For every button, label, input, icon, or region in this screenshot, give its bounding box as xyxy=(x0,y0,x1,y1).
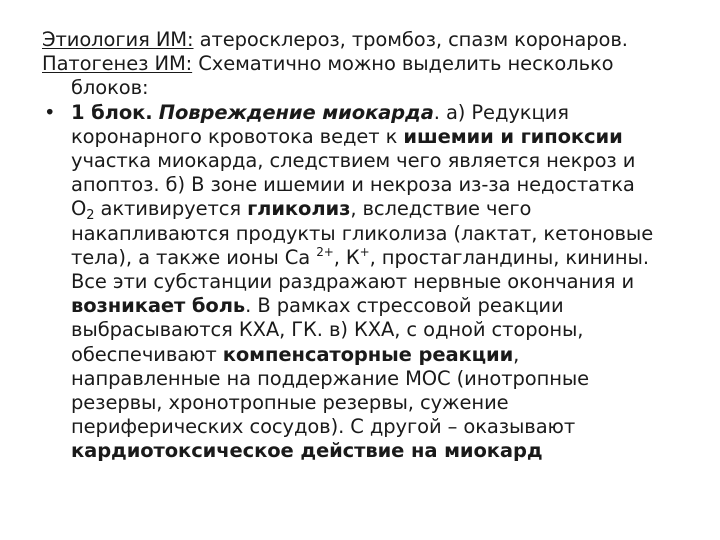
block1-l15-bold: кардиотоксическое действие на миокард xyxy=(71,439,543,463)
calcium-superscript: 2+ xyxy=(316,244,334,259)
block1-l11-rest: , xyxy=(513,342,520,366)
block1-line-13: резервы, хронотропные резервы, сужение xyxy=(71,391,509,415)
pathogenesis-line xyxy=(42,52,682,76)
etiology-text: атеросклероз, тромбоз, спазм коронаров. xyxy=(193,28,628,51)
block1-title: Повреждение миокарда xyxy=(158,100,434,124)
block1-l5-rest: , вследствие чего xyxy=(350,197,532,221)
pathogenesis-label: Патогенез ИМ: xyxy=(42,52,193,76)
block1-line-5 xyxy=(71,197,682,224)
block1-l5-bold: гликолиз xyxy=(247,197,351,221)
block1-line-10: выбрасываются КХА, ГК. в) КХА, с одной стороны, xyxy=(71,318,584,342)
block1-line-15 xyxy=(71,439,682,463)
block1-l1-rest: . а) Редукция xyxy=(433,100,569,124)
pathogenesis-line-2 xyxy=(42,76,682,100)
block1-l2-text: коронарного кровотока ведет к xyxy=(71,124,404,148)
block1-line-3: участка миокарда, следствием чего является некроз и xyxy=(71,149,636,173)
block1-line-8: Все эти субстанции раздражают нервные окончания и xyxy=(71,270,635,294)
oxygen-symbol: О xyxy=(71,197,87,221)
block1-l5-text: активируется xyxy=(94,197,248,221)
block1-line-9 xyxy=(71,294,682,318)
block1-l11-bold: компенсаторные реакции xyxy=(222,342,514,366)
potassium-superscript: + xyxy=(359,244,370,259)
slide-text-body xyxy=(42,28,682,464)
block1-line-1 xyxy=(71,101,682,125)
block1-l2-bold: ишемии и гипоксии xyxy=(403,124,623,148)
block1-l9-bold: возникает боль xyxy=(71,294,246,318)
pathogenesis-text: Схематично можно выделить несколько xyxy=(192,52,614,76)
etiology-line xyxy=(42,28,682,52)
block1-heading: 1 блок. xyxy=(71,100,153,124)
block1-l7-text: тела), а также ионы Са xyxy=(71,245,317,269)
block1-line-12: направленные на поддержание МОС (инотропные xyxy=(71,366,590,390)
pathogenesis-text-cont: блоков: xyxy=(71,76,149,100)
block1-line-4: апоптоз. б) В зоне ишемии и некроза из-за недостатка xyxy=(71,173,635,197)
etiology-label: Этиология ИМ: xyxy=(42,28,194,51)
block1-l9-rest: . В рамках стрессовой реакции xyxy=(245,294,564,318)
block1-line-2 xyxy=(71,125,682,149)
block1-l7-rest: , простагландины, кинины. xyxy=(369,245,649,269)
block1-line-6: накапливаются продукты гликолиза (лактат, кетоновые xyxy=(71,221,654,245)
block1-line-11 xyxy=(71,343,682,367)
block1-l7-mid: , К xyxy=(333,245,360,269)
bullet-icon: • xyxy=(44,100,56,124)
oxygen-subscript: 2 xyxy=(86,208,95,224)
block1-l11-text: обеспечивают xyxy=(71,342,223,366)
block1-line-14: периферических сосудов). С другой – оказывают xyxy=(71,415,576,439)
block1-line-7 xyxy=(71,246,682,270)
bullet-item-block1 xyxy=(42,101,682,464)
